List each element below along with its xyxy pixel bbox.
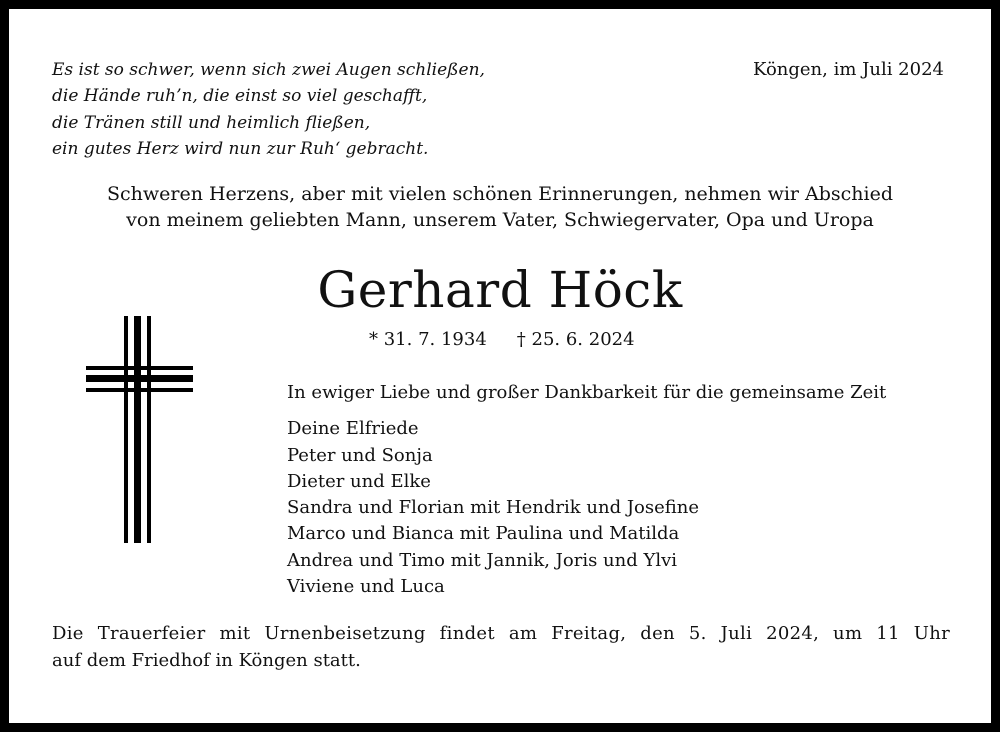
intro-line: von meinem geliebten Mann, unserem Vater, Schwiegervater, Opa und Uropa [126,209,874,231]
family-member: Viviene und Luca [287,576,445,598]
poem-line: die Hände ruh’n, die einst so viel geschafft, [52,86,428,107]
death-date: † 25. 6. 2024 [516,329,635,350]
poem [52,57,485,162]
deceased-name: Gerhard Höck [317,261,683,319]
poem-line: ein gutes Herz wird nun zur Ruh‘ gebracht. [52,138,429,159]
poem-line: die Tränen still und heimlich fließen, [52,112,371,133]
family-heading: In ewiger Liebe und großer Dankbarkeit für die gemeinsame Zeit [287,382,887,403]
family-member: Deine Elfriede [287,418,419,440]
family-member: Peter und Sonja [287,444,433,466]
place-date: Köngen, im Juli 2024 [752,59,944,80]
family-member: Sandra und Florian mit Hendrik und Josefine [287,497,700,519]
birth-date: * 31. 7. 1934 [369,329,487,350]
family-member: Marco und Bianca mit Paulina und Matilda [287,523,680,545]
family-member: Andrea und Timo mit Jannik, Joris und Ylvi [287,549,678,571]
ceremony-notice [52,620,950,674]
ceremony-line: auf dem Friedhof in Köngen statt. [52,650,361,671]
ceremony-line: Die Trauerfeier mit Urnenbeisetzung findet am Freitag, den 5. Juli 2024, um 11 Uhr [52,623,950,644]
family-member: Dieter und Elke [287,470,431,492]
latin-cross-icon [86,316,193,547]
intro-text [0,181,1000,233]
poem-line: Es ist so schwer, wenn sich zwei Augen schließen, [52,60,485,80]
family-list [287,380,886,600]
life-dates [369,327,635,353]
intro-line: Schweren Herzens, aber mit vielen schönen Erinnerungen, nehmen wir Abschied [106,183,894,205]
